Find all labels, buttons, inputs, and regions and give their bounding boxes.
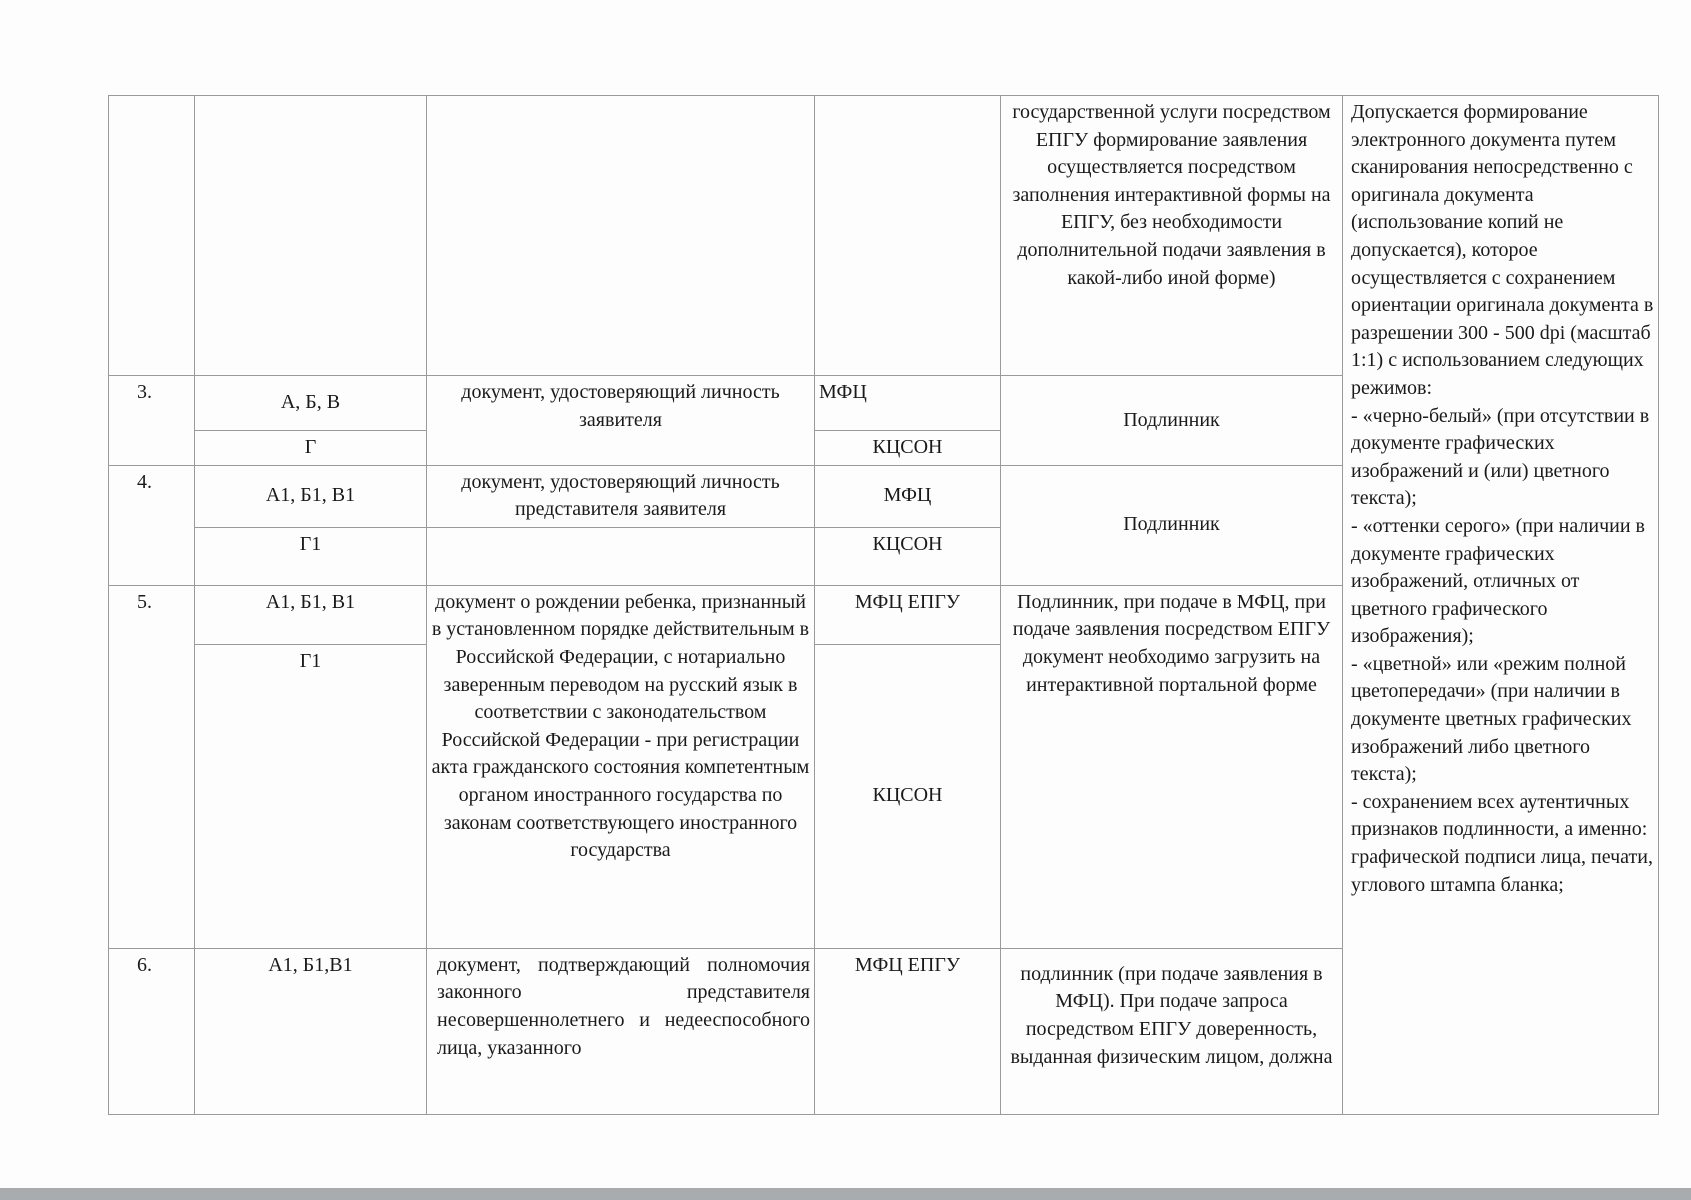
scan-edge: [0, 1188, 1691, 1200]
document-form: подлинник (при подаче заявления в МФЦ). При подаче запроса посредством ЕПГУ доверенность, выданная физическим лицом, должна: [1001, 948, 1343, 1114]
document-form: Подлинник, при подаче в МФЦ, при подаче заявления посредством ЕПГУ документ необходимо загрузить на интерактивной портальной форме: [1001, 585, 1343, 948]
channel: КЦСОН: [815, 527, 1001, 585]
category: А1, Б1, В1: [195, 585, 427, 644]
category-cell: [195, 96, 427, 376]
document-form: Подлинник: [1001, 465, 1343, 585]
table-row: [109, 96, 1659, 376]
category: А, Б, В: [195, 376, 427, 431]
category: Г: [195, 431, 427, 466]
category: Г1: [195, 527, 427, 585]
channel-cell: [815, 96, 1001, 376]
row-number: 3.: [109, 376, 195, 466]
row-number: 5.: [109, 585, 195, 948]
channel: КЦСОН: [815, 431, 1001, 466]
num-cell: [109, 96, 195, 376]
channel: МФЦ: [815, 465, 1001, 527]
form-cell: государственной услуги посредством ЕПГУ формирование заявления осуществляется посредством заполнения интерактивной формы на ЕПГУ, без необходимости дополнительной подачи заявления в какой-либо иной форме): [1001, 96, 1343, 376]
channel: МФЦ ЕПГУ: [815, 948, 1001, 1114]
document-name: документ, удостоверяющий личность представителя заявителя: [427, 465, 815, 527]
document-cell: [427, 96, 815, 376]
channel: МФЦ: [815, 376, 1001, 431]
document-name: документ, подтверждающий полномочия законного представителя несовершеннолетнего и недееспособного лица, указанного: [427, 948, 815, 1114]
category: А1, Б1, В1: [195, 465, 427, 527]
document-name: документ, удостоверяющий личность заявителя: [427, 376, 815, 466]
channel: МФЦ ЕПГУ: [815, 585, 1001, 644]
document-name-empty: [427, 527, 815, 585]
documents-table: [108, 95, 1659, 1115]
document-name: документ о рождении ребенка, признанный в установленном порядке действительным в Российской Федерации, с нотариально заверенным переводом на русский язык в соответствии с законодательством Российской Федерации - при регистрации акта гражданского состояния компетентным органом иностранного государства по законам соответствующего иностранного государства: [427, 585, 815, 948]
requirements-cell: Допускается формирование электронного документа путем сканирования непосредственно с оригинала документа (использование копий не допускается), которое осуществляется с сохранением ориентации оригинала документа в разрешении 300 - 500 dpi (масштаб 1:1) с использованием следующих режимов: - «черно-белый» (при отсутствии в документе графических изображений и (или) цветного текста); - «оттенки серого» (при наличии в документе графических изображений, отличных от цветного графического изображения); - «цветной» или «режим полной цветопередачи» (при наличии в документе цветных графических изображений либо цветного текста); - сохранением всех аутентичных признаков подлинности, а именно: графической подписи лица, печати, углового штампа бланка;: [1343, 96, 1659, 1115]
category: А1, Б1,В1: [195, 948, 427, 1114]
row-number: 4.: [109, 465, 195, 585]
row-number: 6.: [109, 948, 195, 1114]
document-form: Подлинник: [1001, 376, 1343, 466]
category: Г1: [195, 644, 427, 948]
channel: КЦСОН: [815, 644, 1001, 948]
